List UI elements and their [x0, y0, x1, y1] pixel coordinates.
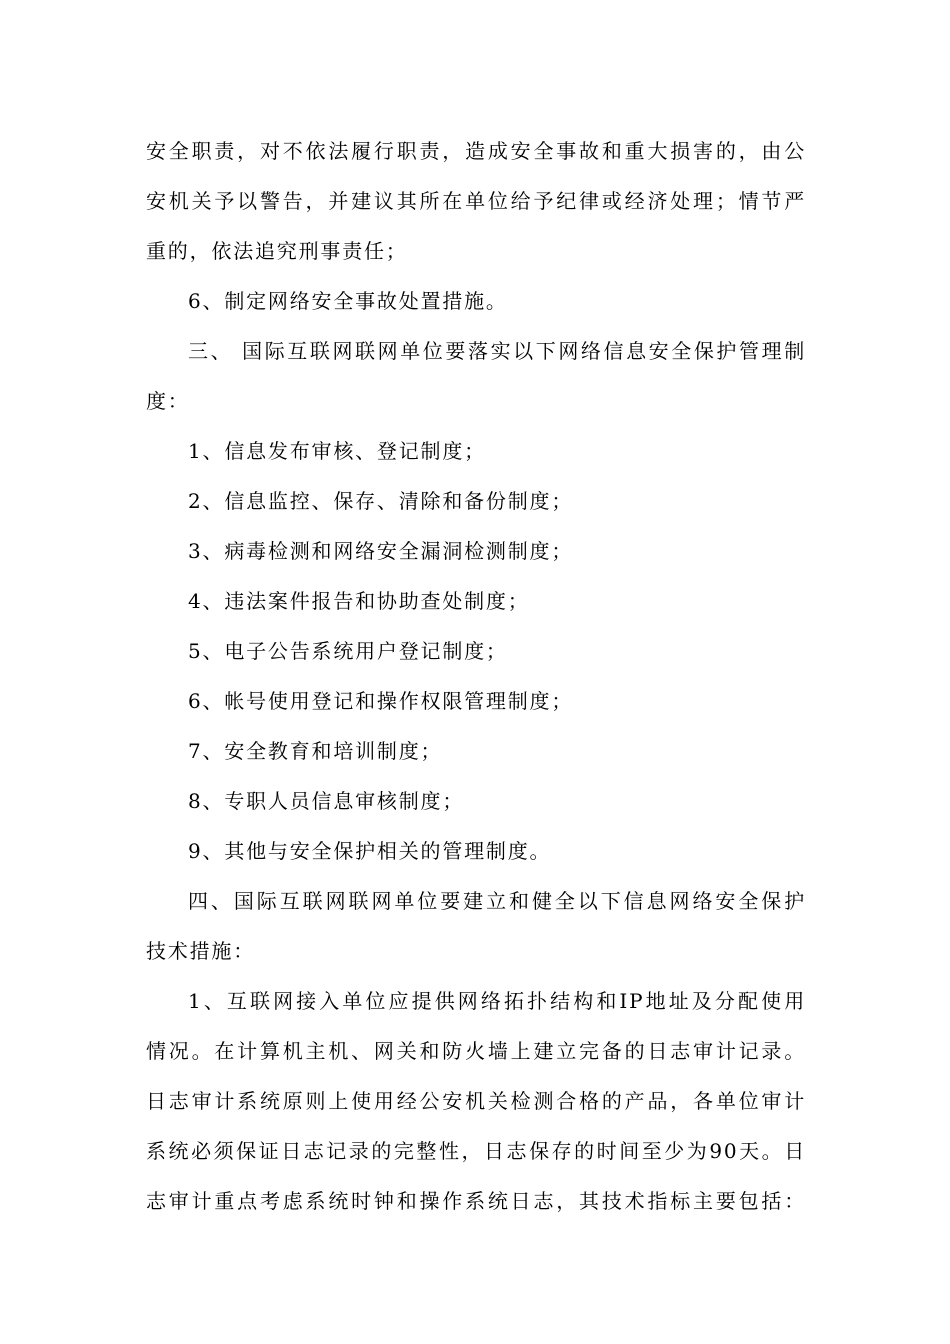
text-line: 重的，依法追究刑事责任；	[146, 239, 408, 263]
list-item: 2、信息监控、保存、清除和备份制度；	[188, 489, 574, 513]
list-item: 1、信息发布审核、登记制度；	[188, 439, 486, 463]
text-line: 安全职责，对不依法履行职责，造成安全事故和重大损害的，由公	[146, 139, 806, 163]
list-item: 9、其他与安全保护相关的管理制度。	[188, 839, 552, 863]
text-line: 系统必须保证日志记录的完整性，日志保存的时间至少为90天。日	[146, 1139, 806, 1163]
text-line: 志审计重点考虑系统时钟和操作系统日志，其技术指标主要包括：	[146, 1189, 806, 1213]
list-item: 5、电子公告系统用户登记制度；	[188, 639, 508, 663]
text-line: 技术措施：	[146, 939, 255, 963]
text-line: 情况。在计算机主机、网关和防火墙上建立完备的日志审计记录。	[146, 1039, 806, 1063]
text-line: 安机关予以警告，并建议其所在单位给予纪律或经济处理；情节严	[146, 189, 806, 213]
section-heading: 三、 国际互联网联网单位要落实以下网络信息安全保护管理制	[188, 339, 806, 363]
text-line: 6、制定网络安全事故处置措施。	[188, 289, 508, 313]
list-item: 8、专职人员信息审核制度；	[188, 789, 465, 813]
text-line: 1、互联网接入单位应提供网络拓扑结构和IP地址及分配使用	[188, 989, 806, 1013]
text-line: 度：	[146, 389, 190, 413]
list-item: 6、帐号使用登记和操作权限管理制度；	[188, 689, 574, 713]
section-heading: 四、国际互联网联网单位要建立和健全以下信息网络安全保护	[188, 889, 806, 913]
list-item: 3、病毒检测和网络安全漏洞检测制度；	[188, 539, 574, 563]
list-item: 7、安全教育和培训制度；	[188, 739, 443, 763]
list-item: 4、违法案件报告和协助查处制度；	[188, 589, 530, 613]
text-line: 日志审计系统原则上使用经公安机关检测合格的产品，各单位审计	[146, 1089, 806, 1113]
